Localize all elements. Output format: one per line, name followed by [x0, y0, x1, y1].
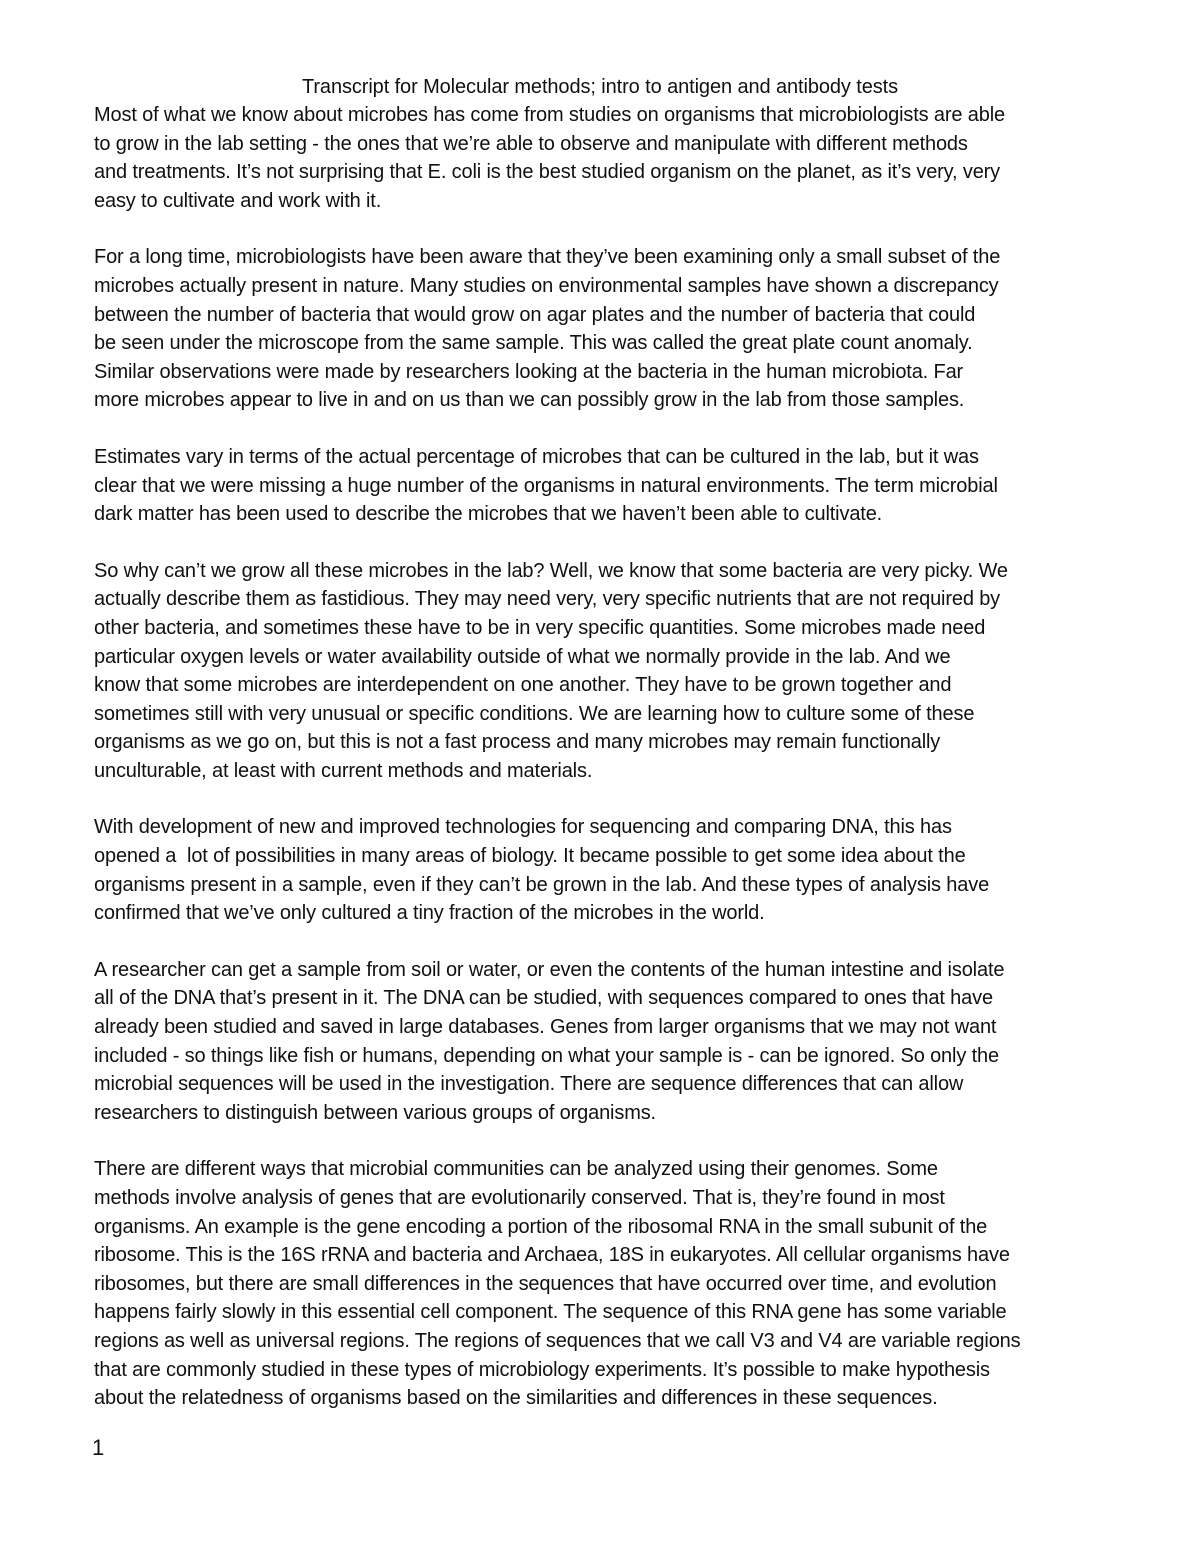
document-body — [94, 101, 1104, 1441]
paragraph-4: So why can’t we grow all these microbes in the lab? Well, we know that some bacteria are very picky. We actually describe them as fastidious. They may need very, very specific nutrients that are not required by other bacteria, and sometimes these have to be in very specific quantities. Some microbes made need particular oxygen levels or water availability outside of what we normally provide in the lab. And we know that some microbes are interdependent on one another. They have to be grown together and sometimes still with very unusual or specific conditions. We are learning how to culture some of these organisms as we go on, but this is not a fast process and many microbes may remain functionally unculturable, at least with current methods and materials. — [94, 559, 1008, 782]
paragraph-3: Estimates vary in terms of the actual percentage of microbes that can be cultured in the lab, but it was clear that we were missing a huge number of the organisms in natural environments. The term microbial dark matter has been used to describe the microbes that we haven’t been able to cultivate. — [94, 445, 998, 526]
document-title: Transcript for Molecular methods; intro to antigen and antibody tests — [301, 76, 898, 98]
page-number: 1 — [92, 1435, 105, 1460]
paragraph-6: A researcher can get a sample from soil or water, or even the contents of the human intestine and isolate all of the DNA that’s present in it. The DNA can be studied, with sequences compared to ones that have already been studied and saved in large databases. Genes from larger organisms that we may not want included - so things like fish or humans, depending on what your sample is - can be ignored. So only the microbial sequences will be used in the investigation. There are sequence differences that can allow researchers to distinguish between various groups of organisms. — [94, 958, 1005, 1124]
paragraph-2: For a long time, microbiologists have been aware that they’ve been examining only a small subset of the microbes actually present in nature. Many studies on environmental samples have shown a discrepancy between the number of bacteria that would grow on agar plates and the number of bacteria that could be seen under the microscope from the same sample. This was called the great plate count anomaly. Similar observations were made by researchers looking at the bacteria in the human microbiota. Far more microbes appear to live in and on us than we can possibly grow in the lab from those samples. — [94, 246, 1001, 412]
paragraph-7: There are different ways that microbial communities can be analyzed using their genomes. Some methods involve analysis of genes that are evolutionarily conserved. That is, they’re found in most organisms. An example is the gene encoding a portion of the ribosomal RNA in the small subunit of the ribosome. This is the 16S rRNA and bacteria and Archaea, 18S in eukaryotes. All cellular organisms have ribosomes, but there are small differences in the sequences that have occurred over time, and evolution happens fairly slowly in this essential cell component. The sequence of this RNA gene has some variable regions as well as universal regions. The regions of sequences that we call V3 and V4 are variable regions that are commonly studied in these types of microbiology experiments. It’s possible to make hypothesis about the relatedness of organisms based on the similarities and differences in these sequences. — [94, 1158, 1021, 1410]
paragraph-5: With development of new and improved technologies for sequencing and comparing DNA, this has opened a lot of possibilities in many areas of biology. It became possible to get some idea about the organisms present in a sample, even if they can’t be grown in the lab. And these types of analysis have confirmed that we’ve only cultured a tiny fraction of the microbes in the world. — [94, 816, 990, 925]
paragraph-1: Most of what we know about microbes has come from studies on organisms that microbiologists are able to grow in the lab setting - the ones that we’re able to observe and manipulate with different methods and treatments. It’s not surprising that E. coli is the best studied organism on the planet, as it’s very, very easy to cultivate and work with it. — [94, 104, 1005, 212]
